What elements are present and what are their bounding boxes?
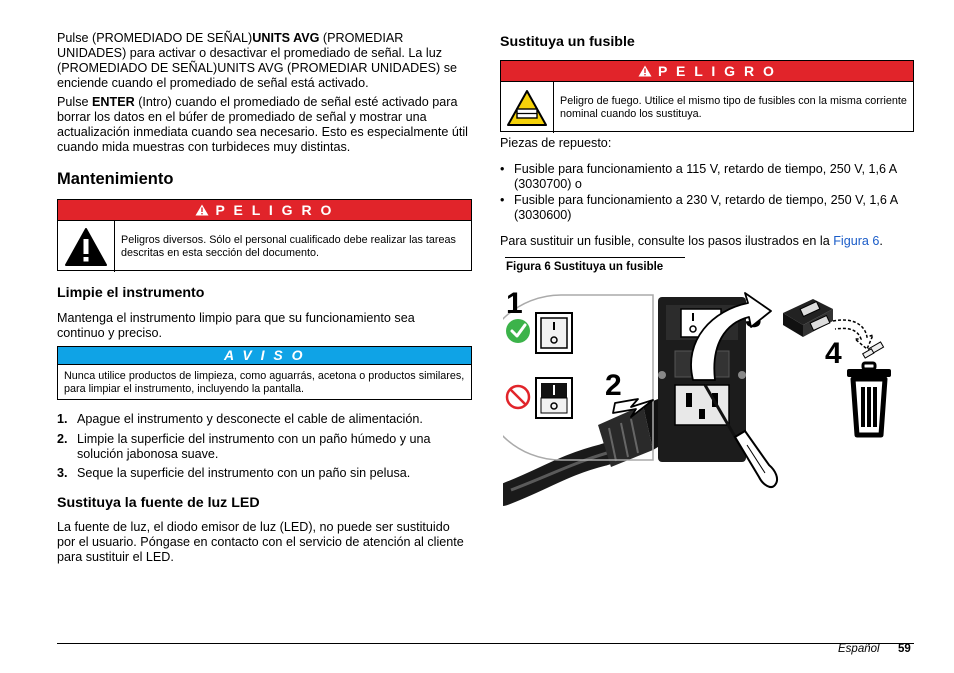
fuse-hazard-icon	[501, 82, 554, 133]
enter-paragraph	[57, 95, 472, 155]
step-1-number: 1	[506, 287, 523, 320]
danger-text: Peligros diversos. Sólo el personal cualificado debe realizar las tareas descritas en esta sección del documento.	[121, 233, 456, 259]
general-hazard-icon	[58, 221, 115, 272]
mantenimiento-heading: Mantenimiento	[57, 170, 174, 188]
page-number: 59	[898, 643, 911, 655]
warning-triangle-icon	[638, 63, 658, 79]
enter-key: ENTER	[92, 95, 135, 109]
para2-text-1: Pulse	[57, 95, 93, 109]
notice-text: Nunca utilice productos de limpieza, como aguarrás, acetona o productos similares, para limpiar el instrumento, incluyendo la pantalla.	[64, 370, 465, 395]
danger-label: P E L I G R O	[658, 63, 777, 79]
warning-triangle-icon	[195, 202, 215, 218]
switch-off-illustration	[536, 313, 572, 353]
danger-banner	[58, 200, 471, 221]
step-4-number: 4	[825, 337, 842, 370]
switch-on-illustration	[536, 378, 572, 418]
trash-can-icon	[847, 363, 891, 435]
cleaning-steps-list	[57, 412, 447, 481]
fuse-holder-illustration	[783, 299, 833, 337]
list-item	[57, 412, 447, 427]
piezas-text: Piezas de repuesto:	[500, 136, 612, 150]
footer-rule	[57, 643, 914, 644]
list-item	[500, 193, 915, 223]
notice-banner: A V I S O	[58, 347, 471, 365]
para-fig-end: .	[879, 234, 883, 248]
figure-6-link[interactable]: Figura 6	[833, 234, 880, 248]
danger-text: Peligro de fuego. Utilice el mismo tipo de fusibles con la misma corriente nominal cuando los sustituya.	[560, 94, 907, 120]
units-avg-key: UNITS AVG	[252, 31, 320, 45]
caption-rule	[505, 257, 685, 258]
step-2-number: 2	[605, 369, 622, 402]
footer-language: Español	[838, 643, 880, 655]
danger-banner	[501, 61, 913, 82]
spare-parts-list	[500, 162, 915, 223]
fusible-heading: Sustituya un fusible	[500, 34, 635, 50]
step-text: Limpie la superficie del instrumento con un paño húmedo y una solución jabonosa suave.	[77, 432, 431, 461]
para2-text-2: (Intro) cuando el promediado de señal esté activado para borrar los datos en el búfer de promediado de señal y mostrar una actualización inmediata cuando sea necesario. Esto es especialmente útil cuando mida muestras con turbideces muy distintas.	[57, 95, 468, 154]
led-heading: Sustituya la fuente de luz LED	[57, 495, 260, 511]
figure-caption: Figura 6 Sustituya un fusible	[506, 261, 664, 273]
danger-box-fuse	[500, 60, 914, 132]
limpie-heading: Limpie el instrumento	[57, 285, 205, 301]
power-cord-illustration	[503, 393, 681, 495]
signal-average-paragraph	[57, 31, 472, 91]
step-text: Seque la superficie del instrumento con un paño sin pelusa.	[77, 466, 411, 480]
bullet-text: Fusible para funcionamiento a 115 V, retardo de tiempo, 250 V, 1,6 A (3030700) o	[514, 162, 897, 191]
led-text: La fuente de luz, el diodo emisor de luz (LED), no puede ser sustituido por el usuario. Póngase en contacto con el servicio de atención al cliente para sustituir el LED.	[57, 520, 464, 564]
step-number: 2.	[57, 432, 68, 446]
step-number: 1.	[57, 412, 68, 426]
check-circle-icon	[506, 319, 530, 343]
bullet-text: Fusible para funcionamiento a 230 V, retardo de tiempo, 250 V, 1,6 A (3030600)	[514, 193, 898, 222]
limpie-text: Mantenga el instrumento limpio para que su funcionamiento sea continuo y preciso.	[57, 311, 415, 340]
para1-text-2: (PROMEDIAR UNIDADES) para activar o desactivar el promediado de señal. La luz (PROMEDIADO DE SEÑAL)UNITS AVG (PROMEDIAR UNIDADES) se enciende cuando el promediado de señal está activado.	[57, 31, 458, 90]
para-fig-text: Para sustituir un fusible, consulte los pasos ilustrados en la	[500, 234, 834, 248]
step-number: 3.	[57, 466, 68, 480]
danger-label: P E L I G R O	[215, 202, 334, 218]
list-item	[57, 466, 447, 481]
danger-box-maintenance	[57, 199, 472, 271]
notice-box	[57, 346, 472, 400]
list-item	[57, 432, 447, 462]
bullet: •	[500, 193, 505, 207]
bullet: •	[500, 162, 505, 176]
prohibited-icon	[507, 386, 529, 408]
para1-text-1: Pulse (PROMEDIADO DE SEÑAL)	[57, 31, 253, 45]
list-item	[500, 162, 915, 192]
figure-reference-paragraph	[500, 234, 883, 249]
fuse-replacement-figure	[503, 285, 909, 513]
step-text: Apague el instrumento y desconecte el cable de alimentación.	[77, 412, 423, 426]
